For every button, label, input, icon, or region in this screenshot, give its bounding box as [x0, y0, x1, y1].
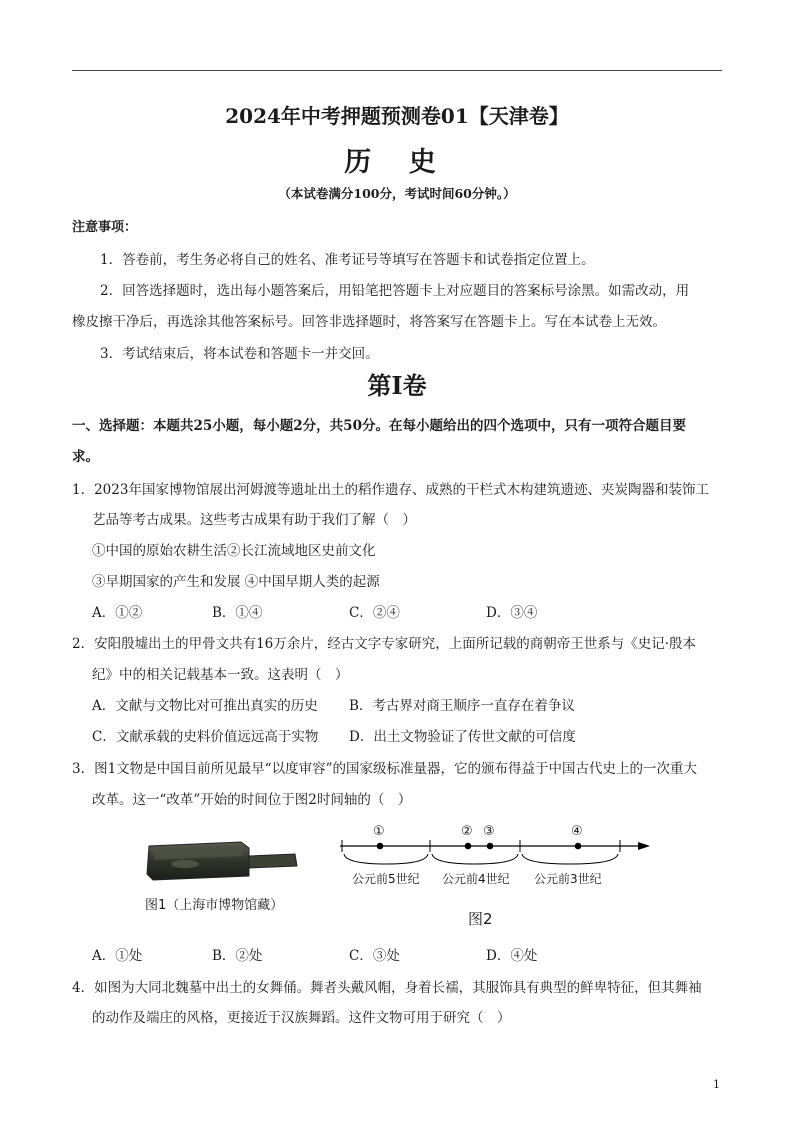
option-a: A．①处 — [92, 948, 143, 964]
figure-2-timeline — [330, 820, 660, 930]
notice-item: 1．答卷前，考生务必将自己的姓名、准考证号等填写在答题卡和试卷指定位置上。 — [100, 252, 595, 268]
question-1-stem: 艺品等考古成果。这些考古成果有助于我们了解（ ） — [92, 512, 416, 528]
option-d: D．出土文物验证了传世文献的可信度 — [349, 729, 576, 745]
figure-2-caption: 图2 — [468, 910, 493, 928]
option-a: A．文献与文物比对可推出真实的历史 — [92, 698, 318, 714]
notice-heading: 注意事项： — [72, 220, 138, 235]
exam-title: 2024年中考押题预测卷01【天津卷】 — [225, 104, 569, 128]
timeline-marker-4: ④ — [571, 824, 583, 839]
header-rule — [72, 70, 722, 71]
figure-1 — [145, 836, 335, 913]
question-2-stem: 2．安阳殷墟出土的甲骨文共有16万余片，经古文字专家研究，上面所记载的商朝帝王世系与《史记·殷本 — [72, 636, 697, 652]
question-4-stem: 4．如图为大同北魏墓中出土的女舞俑。舞者头戴风帽，身着长襦，其服饰具有典型的鲜卑特征，但其舞袖 — [72, 980, 702, 996]
option-a: A．①② — [92, 605, 143, 621]
section-title: 第Ⅰ卷 — [367, 371, 427, 400]
question-3-stem: 3．图1文物是中国目前所见最早“以度审容”的国家级标准量器，它的颁布得益于中国古代史上的一次重大 — [72, 761, 697, 777]
notice-item: 橡皮擦干净后，再选涂其他答案标号。回答非选择题时，将答案写在答题卡上。写在本试卷上无效。 — [72, 314, 666, 330]
timeline-segment-label: 公元前4世纪 — [442, 872, 510, 886]
option-b: B．②处 — [212, 948, 263, 964]
option-c: C．文献承载的史料价值远远高于实物 — [92, 729, 319, 745]
option-b: B．考古界对商王顺序一直存在着争议 — [349, 698, 575, 714]
exam-note: （本试卷满分100分，考试时间60分钟。） — [278, 186, 516, 201]
option-d: D．③④ — [486, 605, 538, 621]
timeline-marker-1: ① — [373, 824, 385, 839]
timeline-segment-label: 公元前3世纪 — [534, 872, 602, 886]
timeline-point-2 — [465, 843, 472, 850]
option-b: B．①④ — [212, 605, 263, 621]
timeline-marker-2: ② — [461, 824, 473, 839]
question-1-statement: ①中国的原始农耕生活②长江流域地区史前文化 — [92, 543, 376, 559]
measuring-vessel-image — [145, 836, 305, 886]
question-2-stem: 纪》中的相关记载基本一致。这表明（ ） — [92, 667, 349, 683]
question-3-stem: 改革。这一“改革”开始的时间位于图2时间轴的（ ） — [92, 792, 412, 808]
timeline-point-1 — [377, 843, 384, 850]
option-c: C．③处 — [349, 948, 400, 964]
question-4-stem: 的动作及端庄的风格，更接近于汉族舞蹈。这件文物可用于研究（ ） — [92, 1010, 511, 1026]
timeline-point-4 — [575, 843, 582, 850]
question-1-statement: ③早期国家的产生和发展 ④中国早期人类的起源 — [92, 574, 380, 590]
subject-title: 历 史 — [344, 147, 450, 178]
section-instructions: 求。 — [72, 449, 99, 465]
option-c: C．②④ — [349, 605, 400, 621]
notice-item: 2．回答选择题时，选出每小题答案后，用铅笔把答题卡上对应题目的答案标号涂黑。如需改动，用 — [100, 283, 690, 299]
timeline-marker-3: ③ — [483, 824, 495, 839]
option-d: D．④处 — [486, 948, 538, 964]
timeline-segment-label: 公元前5世纪 — [352, 872, 420, 886]
section-instructions: 一、选择题：本题共25小题，每小题2分，共50分。在每小题给出的四个选项中，只有一项符合题目要 — [72, 418, 686, 434]
question-1-stem: 1．2023年国家博物馆展出河姆渡等遗址出土的稻作遗存、成熟的干栏式木构建筑遗迹、夹炭陶器和装饰工 — [72, 482, 709, 498]
notice-item: 3．考试结束后，将本试卷和答题卡一并交回。 — [100, 346, 379, 362]
page-number: 1 — [713, 1078, 720, 1091]
figure-1-caption: 图1（上海市博物馆藏） — [145, 898, 284, 913]
timeline-point-3 — [487, 843, 494, 850]
